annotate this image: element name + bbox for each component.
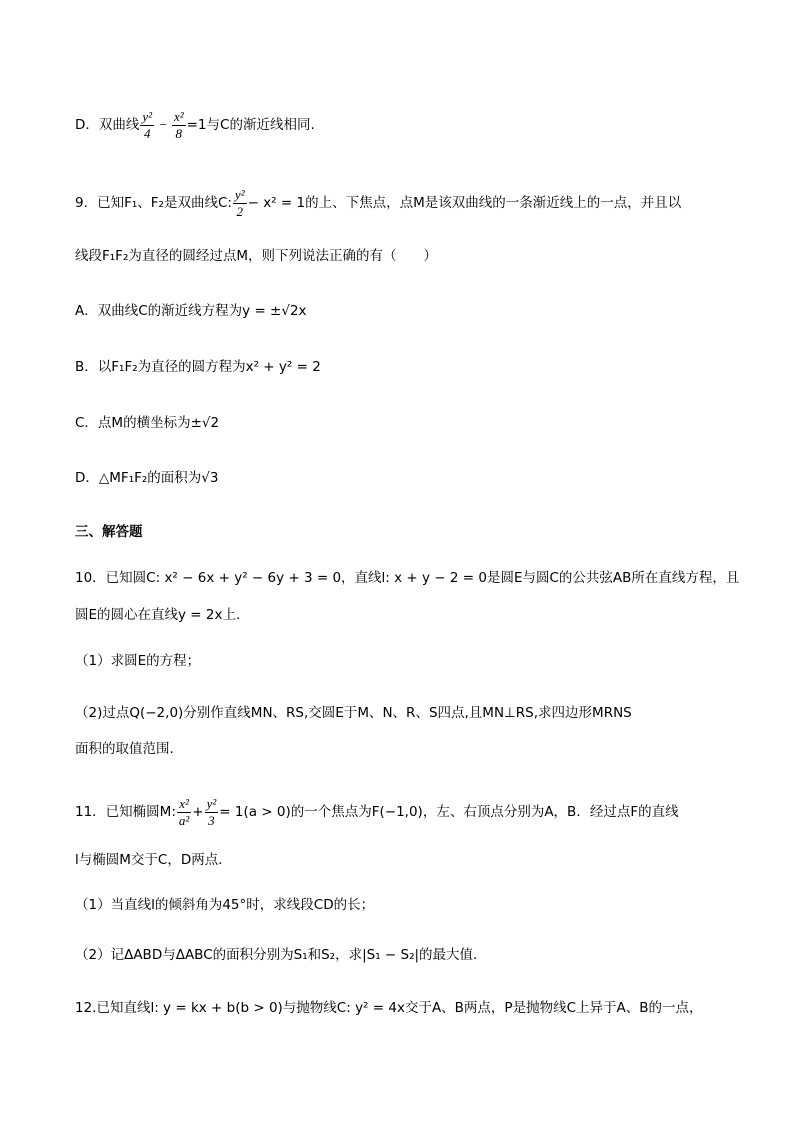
question-11-line-1: 11．已知椭圆M: $\frac{\text{x²}}{\text{a²}}$ + $\frac{\text{y²}}{3}$ = 1(a > 0)的一个焦点为F(−1,0)，左、右顶点分别为A，B．经过点F的直线 [75,795,679,828]
section-heading-answer-questions: 三、解答题 [75,524,143,540]
question-9-option-c: C．点M的横坐标为±√2 [75,415,220,431]
fraction-y2-over-3: $\frac{\text{y²}}{3}$ [206,795,217,828]
fraction-y2-over-4: $\frac{\text{y²}}{4}$ [142,108,153,141]
question-11-line-2: l与椭圆M交于C，D两点． [75,852,232,868]
option-d-prefix: D．双曲线 [75,117,140,133]
question-10-part-2-line-2: 面积的取值范围. [75,741,174,757]
question-10-part-1: （1）求圆E的方程； [75,653,201,669]
question-9-option-a: A．双曲线C的渐近线方程为y = ±√2x [75,303,307,319]
question-8-option-d: D．双曲线 $\frac{\text{y²}}{4}$ − $\frac{\text{x²}}{8}$ =1与C的渐近线相同. [75,108,315,141]
question-9-stem-line-2: 线段F₁F₂为直径的圆经过点M，则下列说法正确的有（ ） [75,248,438,264]
question-11-part-1: （1）当直线l的倾斜角为45°时，求线段CD的长； [75,897,375,913]
question-9-option-d: D．△MF₁F₂的面积为√3 [75,470,219,486]
question-10-line-2: 圆E的圆心在直线y = 2x上. [75,607,241,623]
fraction-x2-over-a2: $\frac{\text{x²}}{\text{a²}}$ [178,795,190,828]
question-10-line-1: 10．已知圆C: x² − 6x + y² − 6y + 3 = 0，直线l: x + y − 2 = 0是圆E与圆C的公共弦AB所在直线方程，且 [75,570,740,586]
question-9-stem-line-1: 9．已知F₁、F₂是双曲线C: $\frac{\text{y²}}{2}$ − x² = 1的上、下焦点，点M是该双曲线的一条渐近线上的一点，并且以 [75,186,682,219]
question-12-line-1: 12.已知直线l: y = kx + b(b > 0)与抛物线C: y² = 4x交于A、B两点，P是抛物线C上异于A、B的一点， [75,1000,703,1016]
option-d-tail: =1与C的渐近线相同. [186,117,315,133]
question-10-part-2-line-1: （2)过点Q(−2,0)分别作直线MN、RS,交圆E于M、N、R、S四点,且MN⊥RS,求四边形MRNS [75,705,632,721]
question-11-part-2: （2）记ΔABD与ΔABC的面积分别为S₁和S₂，求|S₁ − S₂|的最大值． [75,947,487,963]
question-9-option-b: B．以F₁F₂为直径的圆方程为x² + y² = 2 [75,359,321,375]
fraction-x2-over-8: $\frac{\text{x²}}{8}$ [173,108,184,141]
fraction-y2-over-2: $\frac{\text{y²}}{2}$ [234,186,245,219]
